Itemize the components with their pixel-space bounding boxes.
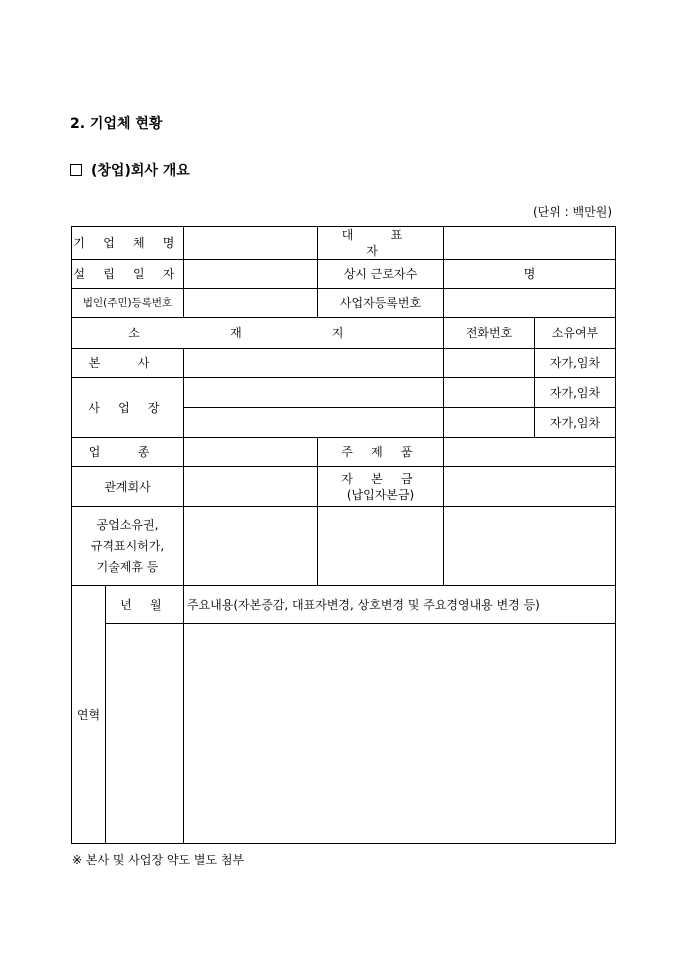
employees-field[interactable]: 명 [444,260,616,289]
table-row [72,624,616,844]
year-month-header: 년 월 [106,586,184,624]
table-row [72,318,616,349]
checkbox-square-icon[interactable] [70,164,82,176]
table-row [72,586,616,624]
company-overview-table [71,226,616,844]
history-content-field[interactable] [184,624,616,844]
ip-label-line1: 공업소유권, [96,517,159,532]
ip-field-1[interactable] [184,507,318,586]
business-registration-label: 사업자등록번호 [318,289,444,318]
capital-label [318,467,444,507]
worksite-ownership-1[interactable]: 자가,임차 [535,378,616,408]
corp-registration-label: 법인(주민)등록번호 [72,289,184,318]
ip-field-2[interactable] [318,507,444,586]
company-name-field[interactable] [184,227,318,260]
subsection-title: (창업)회사 개요 [91,163,190,179]
industry-label: 업 종 [72,438,184,467]
representative-label: 대 표 자 [318,227,444,260]
headquarters-label: 본 사 [72,349,184,378]
company-name-label: 기 업 체 명 [72,227,184,260]
worksite-address-field-2[interactable] [184,408,444,438]
table-row [72,378,616,408]
worksite-address-field-1[interactable] [184,378,444,408]
headquarters-ownership[interactable]: 자가,임차 [535,349,616,378]
main-product-label: 주 제 품 [318,438,444,467]
table-row [72,289,616,318]
table-row [72,467,616,507]
worksite-phone-field-1[interactable] [444,378,535,408]
industry-field[interactable] [184,438,318,467]
representative-field[interactable] [444,227,616,260]
employees-label: 상시 근로자수 [318,260,444,289]
capital-label-line2: (납입자본금) [346,487,415,502]
history-year-month-field[interactable] [106,624,184,844]
capital-field[interactable] [444,467,616,507]
subsection-heading [70,160,190,180]
main-product-field[interactable] [444,438,616,467]
table-row [72,507,616,586]
footnote: ※ 본사 및 사업장 약도 별도 첨부 [72,853,245,867]
ip-field-3[interactable] [444,507,616,586]
ip-label-line3: 기술제휴 등 [96,559,159,574]
phone-header: 전화번호 [444,318,535,349]
location-header: 소 재 지 [72,318,444,349]
unit-label: (단위 : 백만원) [533,205,612,219]
affiliate-field[interactable] [184,467,318,507]
established-date-field[interactable] [184,260,318,289]
ip-label [72,507,184,586]
main-content-header: 주요내용(자본증감, 대표자변경, 상호변경 및 주요경영내용 변경 등) [184,586,616,624]
corp-registration-field[interactable] [184,289,318,318]
capital-label-line1: 자 본 금 [341,471,420,486]
headquarters-address-field[interactable] [184,349,444,378]
established-date-label: 설 립 일 자 [72,260,184,289]
business-registration-field[interactable] [444,289,616,318]
section-title: 2. 기업체 현황 [70,116,163,132]
worksite-phone-field-2[interactable] [444,408,535,438]
ip-label-line2: 규격표시허가, [90,538,165,553]
table-row [72,227,616,260]
headquarters-phone-field[interactable] [444,349,535,378]
worksite-ownership-2[interactable]: 자가,임차 [535,408,616,438]
table-row [72,260,616,289]
worksite-label: 사 업 장 [72,378,184,438]
history-label: 연혁 [72,586,106,844]
ownership-header: 소유여부 [535,318,616,349]
affiliate-label: 관계회사 [72,467,184,507]
table-row [72,438,616,467]
table-row [72,349,616,378]
